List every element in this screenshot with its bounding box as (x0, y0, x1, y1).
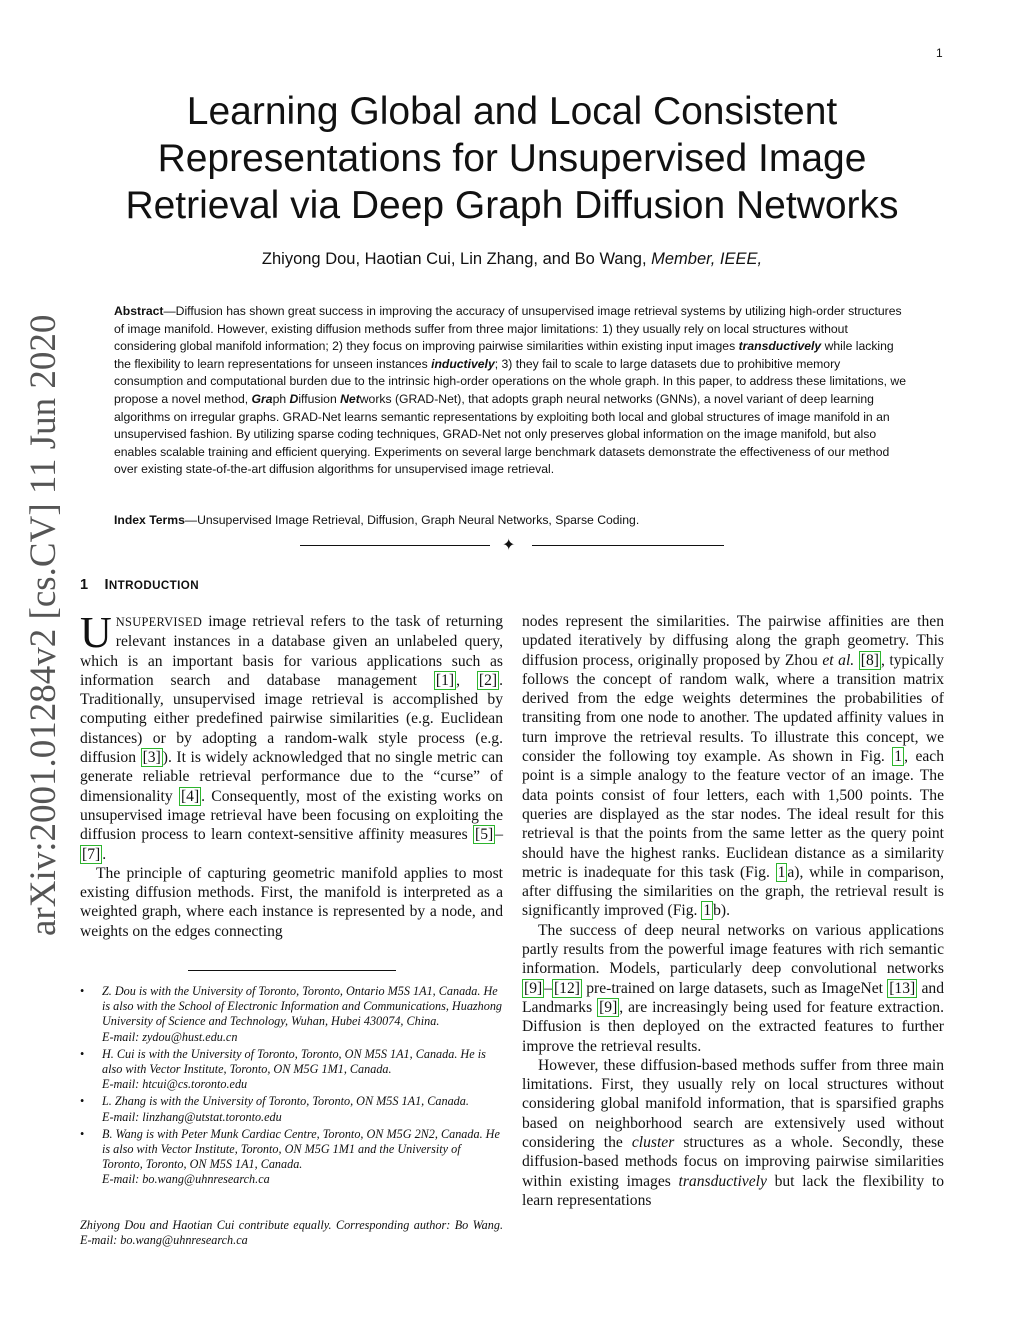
affiliation-item (80, 1047, 503, 1093)
body-text: , (456, 671, 477, 689)
abstract-emphasis: inductively (431, 356, 495, 371)
affiliation-item (80, 1127, 503, 1188)
section-divider (300, 536, 724, 556)
right-column (522, 612, 944, 1210)
affiliation-list (80, 984, 503, 1190)
bullet: • (80, 984, 85, 998)
citation-link[interactable]: [5] (475, 826, 494, 844)
paragraph (522, 612, 944, 921)
bullet: • (80, 1094, 85, 1109)
title-line: Representations for Unsupervised Image (157, 137, 867, 180)
body-text: , typically follows the concept of random walk, where a transition matrix derived from the edge weights determines the probabilities of transiting from one node to another. The updated affinity values in turn improve the retrieval results. To illustrate this concept, we consider the following toy example. As shown in Fig. (522, 651, 944, 766)
author-names: Zhiyong Dou, Haotian Cui, Lin Zhang, and Bo Wang, (261, 250, 647, 268)
citation-link[interactable]: [1] (435, 671, 455, 689)
body-text: a), while in comparison, after diffusing the similarities on the graph, the retrieval result is significantly improved (Fig. (522, 863, 944, 920)
section-number: 1 (80, 577, 89, 593)
body-text: – (544, 979, 552, 997)
body-text: , are increasingly being used for feature extraction. Diffusion is then deployed on the extracted features to further improve the retrieval results. (522, 998, 944, 1055)
abstract-text: while lacking the flexibility to learn representations for unseen instances (114, 339, 894, 371)
citation-link[interactable]: [8] (860, 651, 879, 669)
affiliation-text: Z. Dou is with the University of Toronto, Toronto, Ontario M5S 1A1, Canada. He is also with the School of Electronic Information and Communications, Huazhong University of Science and Technology, Wuhan, Hubei 430074, China. (102, 984, 503, 1029)
abstract-text: —Diffusion has shown great success in improving the accuracy of unsupervised image retrieval systems by utilizing high-order structures of image manifold. However, existing diffusion methods suffer from three major limitations: 1) they usually rely on local structures without considering global manifold information; 2) they focus on improving pairwise similarities within existing input images (114, 304, 902, 354)
affiliation-email: E-mail: linzhang@utstat.toronto.edu (102, 1109, 282, 1124)
affiliation-email: E-mail: zydou@hust.edu.cn (102, 1029, 238, 1044)
abstract (114, 303, 910, 479)
affiliation-text: H. Cui is with the University of Toronto, Toronto, ON M5S 1A1, Canada. He is also with Vector Institute, Toronto, ON M5G 1M1, Canada. (102, 1046, 486, 1077)
body-text: . (102, 845, 107, 863)
divider-symbol: ✦ (502, 537, 516, 554)
body-text: pre-trained on large datasets, such as ImageNet (581, 979, 888, 997)
citation-link[interactable]: [13] (889, 979, 916, 997)
lead-smallcaps: NSUPERVISED (115, 615, 203, 629)
figure-link[interactable]: 1 (777, 863, 786, 881)
method-name-part: Gra (251, 391, 273, 406)
affiliation-text: L. Zhang is with the University of Toronto, Toronto, ON M5S 1A1, Canada. (102, 1094, 469, 1109)
title-line: Retrieval via Deep Graph Diffusion Networks (125, 184, 899, 227)
abstract-emphasis: transductively (738, 339, 822, 354)
contribution-note: Zhiyong Dou and Haotian Cui contribute equally. Corresponding author: Bo Wang. E-mail: bo.wang@uhnresearch.ca (80, 1218, 503, 1248)
citation-link[interactable]: [9] (599, 998, 618, 1016)
index-terms-text: —Unsupervised Image Retrieval, Diffusion, Graph Neural Networks, Sparse Coding. (184, 513, 640, 527)
bullet: • (80, 1126, 85, 1141)
affiliation-text: B. Wang is with Peter Munk Cardiac Centre, Toronto, ON M5G 2N2, Canada. He is also with Vector Institute, Toronto, ON M5G 1M1 and the University of Toronto, Toronto, ON M5S 1A1, Canada. (102, 1126, 500, 1172)
citation-link[interactable]: [7] (82, 845, 101, 863)
citation-link[interactable]: [3] (142, 749, 161, 767)
body-text: nodes represent the similarities. The pairwise affinities are then updated iteratively by diffusing along the graph geometry. This diffusion process, originally proposed by Zhou (522, 613, 944, 669)
affiliation-email: E-mail: htcui@cs.toronto.edu (102, 1077, 248, 1092)
page-number: 1 (936, 46, 943, 60)
body-italic: cluster (631, 1134, 675, 1152)
citation-link[interactable]: [2] (478, 671, 498, 689)
abstract-text: ; 3) they fail to scale to large datasets due to prohibitive memory consumption and computational burden due to the intrinsic high-order operations on the whole graph. In this paper, to address these limitations, we propose a novel method, (114, 356, 906, 406)
citation-link[interactable]: [4] (180, 787, 200, 805)
method-name-part: Net (340, 391, 360, 406)
method-name-part: ph (272, 391, 290, 406)
body-text: but lack the flexibility to learn representations (522, 1172, 944, 1209)
footnote-rule (188, 970, 396, 971)
affiliation-email: E-mail: bo.wang@uhnresearch.ca (102, 1172, 270, 1187)
paragraph (522, 921, 944, 1056)
body-italic: transductively (678, 1172, 767, 1190)
body-text: The success of deep neural networks on various applications partly results from the powerful image features with rich semantic information. Models, particularly deep convolutional networks (522, 921, 944, 978)
index-terms-label: Index Terms (114, 513, 185, 527)
body-text: structures as a whole. Secondly, these diffusion-based methods focus on improving pairwise similarities within existing images (522, 1134, 944, 1190)
section-heading (80, 577, 199, 593)
abstract-label: Abstract (114, 304, 164, 318)
body-text: However, these diffusion-based methods suffer from three main limitations. First, they usually rely on local structures without considering global manifold information, that is sparsified graphs based on neighborhood search are extensively used without considering the (522, 1056, 944, 1152)
arxiv-stamp: arXiv:2001.01284v2 [cs.CV] 11 Jun 2020 (23, 314, 64, 936)
index-terms (114, 512, 910, 529)
figure-link[interactable]: 1 (703, 902, 712, 920)
body-text: . Consequently, most of the existing works on unsupervised image retrieval have been focusing on exploiting the diffusion process to learn context-sensitive affinity measures (80, 787, 503, 844)
body-text: b). (713, 902, 730, 920)
method-name-part: iffusion (298, 391, 341, 406)
title-line: Learning Global and Local Consistent (186, 90, 838, 133)
section-title-rest: NTRODUCTION (108, 579, 199, 592)
author-membership: Member, IEEE, (651, 250, 763, 268)
body-text: ). It is widely acknowledged that no single metric can generate reliable retrieval performance due to the “curse” of dimensionality (80, 749, 503, 805)
paper-title (60, 88, 964, 229)
citation-link[interactable]: [9] (524, 979, 543, 997)
method-name-part: D (289, 391, 299, 406)
citation-link[interactable]: [12] (553, 979, 580, 997)
drop-cap: U (80, 608, 112, 657)
divider-rule-left (300, 545, 490, 546)
body-text: image retrieval refers to the task of returning relevant instances in a database given an unlabeled query, which is an important basis for various applications such as information search and database management (80, 613, 503, 689)
body-text: . Traditionally, unsupervised image retrieval is accomplished by computing either predefined pairwise similarities (e.g. Euclidean distances) or by adopting a random-walk style process (e.g. diffusion (80, 671, 504, 767)
figure-link[interactable]: 1 (894, 748, 903, 766)
paragraph (522, 1056, 944, 1210)
paragraph (80, 608, 504, 864)
divider-rule-right (532, 545, 724, 546)
section-title-initial: I (104, 577, 109, 593)
paragraph: The principle of capturing geometric manifold applies to most existing diffusion methods. First, the manifold is interpreted as a weighted graph, where each instance is represented by a node, and weights on the edges connecting (80, 864, 503, 940)
author-list (60, 250, 964, 269)
body-text: , each point is a simple analogy to the feature vector of an image. The data points consist of four letters, each with 1,500 points. The queries are displayed as the star nodes. The ideal result for this retrieval is that the points from the same letter as the query point should have the highest ranks. Euclidean distance as a similarity metric is inadequate for this task (Fig. (522, 748, 945, 881)
body-text: and Landmarks (522, 979, 944, 1016)
affiliation-item (80, 984, 503, 1045)
bullet: • (80, 1046, 85, 1061)
left-column (80, 608, 504, 941)
body-text: – (495, 826, 503, 844)
affiliation-item (80, 1094, 503, 1124)
abstract-text: works (GRAD-Net), that adopts graph neural networks (GNNs), a novel variant of deep learning algorithms on irregular graphs. GRAD-Net learns semantic representations by exploiting both local and global structures of image manifold in an unsupervised fashion. By utilizing sparse coding techniques, GRAD-Net not only preserves global information on the image manifold, but also enables scalable training and efficient querying. Experiments on several large benchmark datasets demonstrate the effectiveness of our method over existing state-of-the-art diffusion algorithms for unsupervised image retrieval. (114, 391, 890, 477)
body-italic: et al. (822, 651, 855, 669)
